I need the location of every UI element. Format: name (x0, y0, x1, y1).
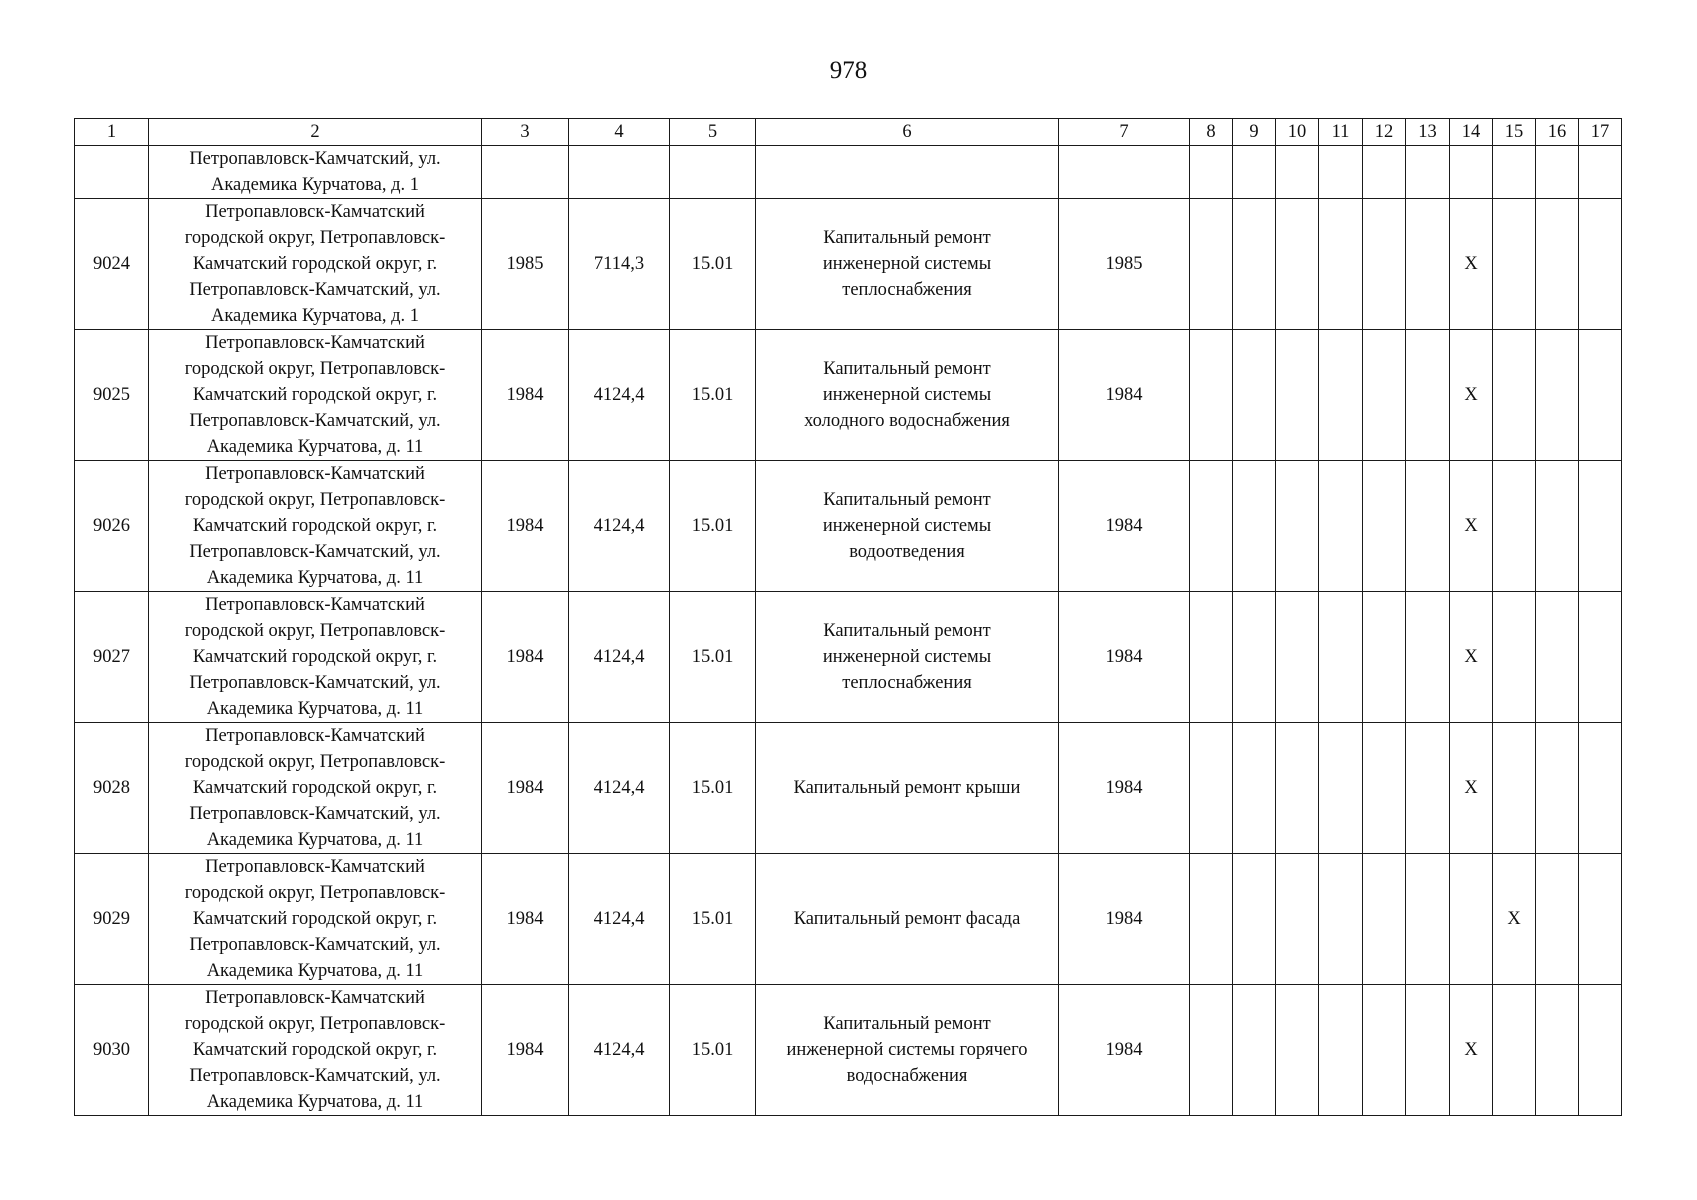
cell-code: 15.01 (670, 461, 756, 592)
cell-id: 9024 (75, 199, 149, 330)
cell-mark (1406, 199, 1450, 330)
cell-area: 7114,3 (569, 199, 670, 330)
cell-mark (1233, 330, 1276, 461)
cell-mark (1233, 592, 1276, 723)
cell-address: Петропавловск-Камчатский, ул. Академика Курчатова, д. 1 (149, 146, 482, 199)
cell-mark (1450, 854, 1493, 985)
column-header: 13 (1406, 119, 1450, 146)
cell-mark (1536, 985, 1579, 1116)
cell-mark (1319, 723, 1363, 854)
column-header: 12 (1363, 119, 1406, 146)
cell-mark (1276, 592, 1319, 723)
cell-mark (1579, 199, 1622, 330)
cell-mark (1319, 854, 1363, 985)
cell-year-built: 1984 (482, 723, 569, 854)
cell-empty (1579, 146, 1622, 199)
column-header: 9 (1233, 119, 1276, 146)
cell-empty (1363, 146, 1406, 199)
cell-year-built: 1985 (482, 199, 569, 330)
cell-code: 15.01 (670, 854, 756, 985)
cell-code: 15.01 (670, 330, 756, 461)
cell-mark (1276, 199, 1319, 330)
cell-mark (1276, 330, 1319, 461)
table-row (75, 592, 1622, 723)
cell-mark (1319, 199, 1363, 330)
cell-empty (569, 146, 670, 199)
cell-mark (1493, 199, 1536, 330)
cell-address: Петропавловск-Камчатский городской округ, Петропавловск- Камчатский городской округ, г. Петропавловск-Камчатский, ул. Академика Курчатова, д. 11 (149, 461, 482, 592)
column-header: 17 (1579, 119, 1622, 146)
cell-mark (1233, 199, 1276, 330)
register-table (74, 118, 1622, 1116)
cell-mark (1319, 330, 1363, 461)
cell-id: 9028 (75, 723, 149, 854)
cell-work: Капитальный ремонт инженерной системы водоотведения (756, 461, 1059, 592)
column-header: 6 (756, 119, 1059, 146)
cell-mark (1536, 854, 1579, 985)
cell-mark (1406, 592, 1450, 723)
cell-address: Петропавловск-Камчатский городской округ, Петропавловск- Камчатский городской округ, г. Петропавловск-Камчатский, ул. Академика Курчатова, д. 11 (149, 330, 482, 461)
cell-empty (1190, 146, 1233, 199)
cell-mark (1493, 723, 1536, 854)
cell-mark: X (1450, 461, 1493, 592)
cell-mark (1536, 461, 1579, 592)
cell-mark (1536, 330, 1579, 461)
table-row (75, 854, 1622, 985)
cell-mark (1363, 461, 1406, 592)
cell-empty (482, 146, 569, 199)
cell-mark (1233, 985, 1276, 1116)
cell-year-built: 1984 (482, 985, 569, 1116)
cell-mark: X (1450, 723, 1493, 854)
cell-address: Петропавловск-Камчатский городской округ, Петропавловск- Камчатский городской округ, г. Петропавловск-Камчатский, ул. Академика Курчатова, д. 1 (149, 199, 482, 330)
cell-id: 9027 (75, 592, 149, 723)
cell-mark: X (1493, 854, 1536, 985)
cell-mark (1579, 461, 1622, 592)
cell-mark (1190, 985, 1233, 1116)
cell-empty (1406, 146, 1450, 199)
cell-empty (1059, 146, 1190, 199)
cell-work: Капитальный ремонт фасада (756, 854, 1059, 985)
cell-mark (1536, 592, 1579, 723)
cell-mark (1319, 592, 1363, 723)
cell-id: 9030 (75, 985, 149, 1116)
table-row (75, 330, 1622, 461)
cell-mark (1363, 985, 1406, 1116)
cell-mark (1579, 854, 1622, 985)
table-row (75, 985, 1622, 1116)
cell-mark (1493, 330, 1536, 461)
cell-year: 1984 (1059, 985, 1190, 1116)
cell-id (75, 146, 149, 199)
page-number: 978 (829, 57, 868, 84)
cell-year: 1984 (1059, 723, 1190, 854)
cell-mark (1233, 854, 1276, 985)
cell-area: 4124,4 (569, 592, 670, 723)
cell-year-built: 1984 (482, 330, 569, 461)
cell-code: 15.01 (670, 592, 756, 723)
cell-code: 15.01 (670, 723, 756, 854)
cell-address: Петропавловск-Камчатский городской округ, Петропавловск- Камчатский городской округ, г. Петропавловск-Камчатский, ул. Академика Курчатова, д. 11 (149, 592, 482, 723)
cell-year: 1984 (1059, 592, 1190, 723)
cell-year: 1984 (1059, 461, 1190, 592)
cell-mark (1536, 199, 1579, 330)
cell-mark (1276, 985, 1319, 1116)
cell-mark (1363, 199, 1406, 330)
cell-year-built: 1984 (482, 592, 569, 723)
cell-empty (1450, 146, 1493, 199)
table-row (75, 199, 1622, 330)
cell-mark (1493, 985, 1536, 1116)
cell-mark (1190, 330, 1233, 461)
cell-mark (1579, 592, 1622, 723)
cell-year: 1985 (1059, 199, 1190, 330)
cell-mark: X (1450, 985, 1493, 1116)
cell-mark (1363, 723, 1406, 854)
table-row (75, 461, 1622, 592)
cell-mark (1276, 723, 1319, 854)
cell-mark (1579, 723, 1622, 854)
column-header: 3 (482, 119, 569, 146)
column-header: 5 (670, 119, 756, 146)
cell-mark (1493, 592, 1536, 723)
cell-empty (1536, 146, 1579, 199)
cell-year: 1984 (1059, 330, 1190, 461)
table-row (75, 723, 1622, 854)
cell-empty (1233, 146, 1276, 199)
column-header: 7 (1059, 119, 1190, 146)
cell-mark (1579, 330, 1622, 461)
cell-year: 1984 (1059, 854, 1190, 985)
cell-id: 9025 (75, 330, 149, 461)
cell-work: Капитальный ремонт инженерной системы теплоснабжения (756, 592, 1059, 723)
cell-mark (1406, 330, 1450, 461)
cell-mark (1406, 723, 1450, 854)
cell-mark: X (1450, 330, 1493, 461)
cell-work: Капитальный ремонт крыши (756, 723, 1059, 854)
cell-id: 9029 (75, 854, 149, 985)
cell-mark (1406, 854, 1450, 985)
cell-mark (1276, 461, 1319, 592)
continuation-row (75, 146, 1622, 199)
cell-year-built: 1984 (482, 854, 569, 985)
cell-mark (1406, 985, 1450, 1116)
cell-mark (1190, 723, 1233, 854)
cell-mark (1406, 461, 1450, 592)
cell-area: 4124,4 (569, 985, 670, 1116)
cell-empty (1319, 146, 1363, 199)
cell-mark: X (1450, 199, 1493, 330)
cell-empty (756, 146, 1059, 199)
cell-mark (1190, 592, 1233, 723)
cell-mark (1579, 985, 1622, 1116)
cell-year-built: 1984 (482, 461, 569, 592)
cell-work: Капитальный ремонт инженерной системы теплоснабжения (756, 199, 1059, 330)
cell-mark (1536, 723, 1579, 854)
cell-mark (1363, 592, 1406, 723)
cell-empty (1276, 146, 1319, 199)
cell-mark (1233, 461, 1276, 592)
column-header: 8 (1190, 119, 1233, 146)
cell-code: 15.01 (670, 985, 756, 1116)
cell-mark (1276, 854, 1319, 985)
cell-work: Капитальный ремонт инженерной системы холодного водоснабжения (756, 330, 1059, 461)
column-header: 16 (1536, 119, 1579, 146)
column-header: 4 (569, 119, 670, 146)
cell-empty (1493, 146, 1536, 199)
cell-code: 15.01 (670, 199, 756, 330)
cell-mark (1190, 854, 1233, 985)
column-header: 11 (1319, 119, 1363, 146)
column-header: 1 (75, 119, 149, 146)
column-header: 2 (149, 119, 482, 146)
cell-mark (1190, 461, 1233, 592)
column-header: 14 (1450, 119, 1493, 146)
cell-address: Петропавловск-Камчатский городской округ, Петропавловск- Камчатский городской округ, г. Петропавловск-Камчатский, ул. Академика Курчатова, д. 11 (149, 854, 482, 985)
cell-area: 4124,4 (569, 723, 670, 854)
cell-work: Капитальный ремонт инженерной системы горячего водоснабжения (756, 985, 1059, 1116)
cell-mark (1363, 330, 1406, 461)
cell-address: Петропавловск-Камчатский городской округ, Петропавловск- Камчатский городской округ, г. Петропавловск-Камчатский, ул. Академика Курчатова, д. 11 (149, 985, 482, 1116)
cell-area: 4124,4 (569, 461, 670, 592)
cell-mark (1319, 985, 1363, 1116)
cell-address: Петропавловск-Камчатский городской округ, Петропавловск- Камчатский городской округ, г. Петропавловск-Камчатский, ул. Академика Курчатова, д. 11 (149, 723, 482, 854)
cell-mark (1190, 199, 1233, 330)
cell-mark (1493, 461, 1536, 592)
column-header-row (75, 119, 1622, 146)
cell-id: 9026 (75, 461, 149, 592)
cell-area: 4124,4 (569, 854, 670, 985)
cell-empty (670, 146, 756, 199)
cell-mark (1233, 723, 1276, 854)
column-header: 15 (1493, 119, 1536, 146)
cell-mark (1319, 461, 1363, 592)
cell-mark: X (1450, 592, 1493, 723)
cell-area: 4124,4 (569, 330, 670, 461)
column-header: 10 (1276, 119, 1319, 146)
cell-mark (1363, 854, 1406, 985)
